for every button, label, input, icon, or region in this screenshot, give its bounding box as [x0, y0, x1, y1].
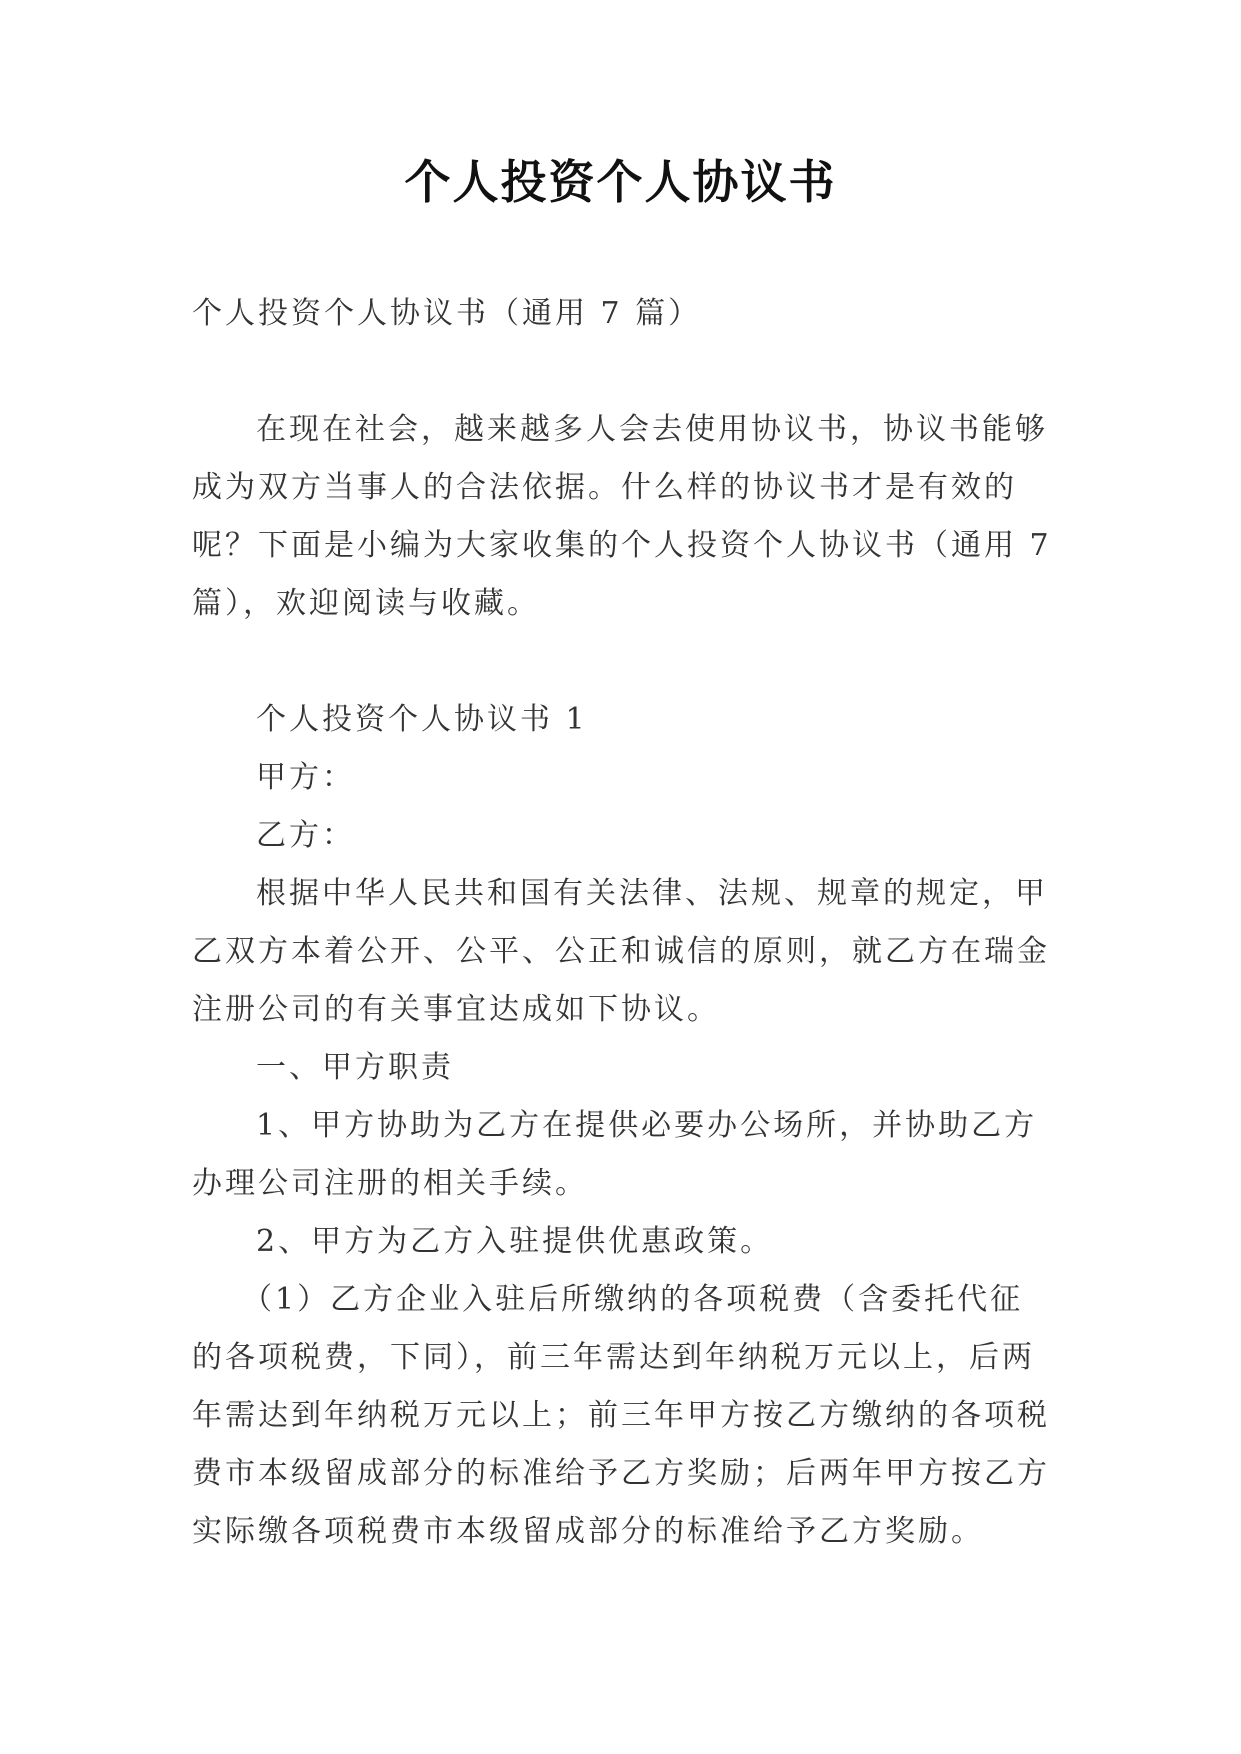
preamble-paragraph: 根据中华人民共和国有关法律、法规、规章的规定，甲乙双方本着公开、公平、公正和诚信的原则，就乙方在瑞金注册公司的有关事宜达成如下协议。 [192, 876, 1050, 1027]
section-title: 个人投资个人协议书 1 [256, 702, 588, 737]
heading-party-a-duties: 一、甲方职责 [256, 1050, 454, 1085]
clause-1: 1、甲方协助为乙方在提供必要办公场所，并协助乙方办理公司注册的相关手续。 [192, 1108, 1038, 1201]
document-title: 个人投资个人协议书 [404, 155, 837, 209]
document-body [192, 285, 1052, 1561]
document-subtitle: 个人投资个人协议书（通用 7 篇） [192, 296, 702, 331]
clause-2: 2、甲方为乙方入驻提供优惠政策。 [256, 1224, 774, 1259]
party-a-label: 甲方： [256, 760, 355, 795]
party-b-label: 乙方： [256, 818, 355, 853]
intro-paragraph: 在现在社会，越来越多人会去使用协议书，协议书能够成为双方当事人的合法依据。什么样的协议书才是有效的呢？下面是小编为大家收集的个人投资个人协议书（通用 7 篇），欢迎阅读与收藏。 [192, 412, 1052, 621]
clause-2-1: （1）乙方企业入驻后所缴纳的各项税费（含委托代征的各项税费，下同），前三年需达到年纳税万元以上，后两年需达到年纳税万元以上；前三年甲方按乙方缴纳的各项税费市本级留成部分的标准给予乙方奖励；后两年甲方按乙方实际缴各项税费市本级留成部分的标准给予乙方奖励。 [192, 1282, 1050, 1549]
